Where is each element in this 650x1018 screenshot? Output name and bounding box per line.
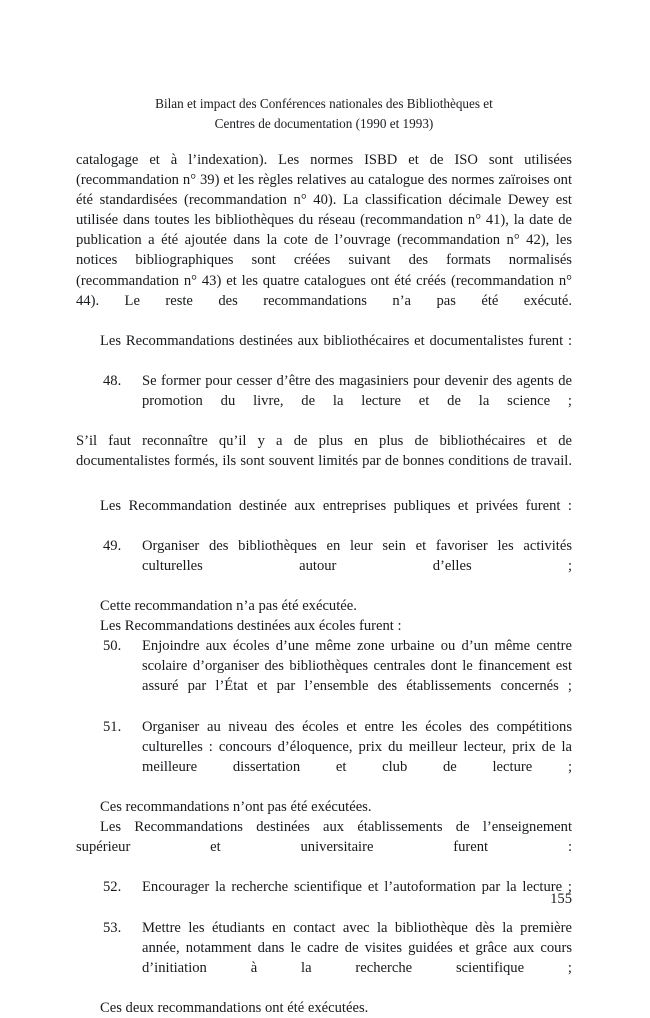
recommendation-number: 48. [103, 373, 122, 390]
lead-in-entreprises: Les Recommandation destinée aux entreprises publiques et privées furent : [100, 497, 572, 514]
page-body [76, 150, 572, 1018]
recommendation-number: 50. [103, 638, 122, 655]
page-number: 155 [550, 891, 572, 907]
running-header [76, 94, 572, 133]
recommendation-number: 49. [103, 537, 122, 554]
recommendation-item [76, 536, 572, 596]
lead-in-bibliothecaires: Les Recommandations destinées aux bibliothécaires et documentalistes furent : [100, 332, 572, 349]
paragraph-sil-faut: S’il faut reconnaître qu’il y a de plus en plus de bibliothécaires et de documentalistes formés, ils sont souvent limités par de bonnes conditions de travail. [76, 433, 572, 470]
paragraph-catalogage: catalogage et à l’indexation). Les normes ISBD et de ISO sont utilisées (recommandation n° 39) et les règles relatives au catalogue des normes zaïroises ont été standardisées (recommandation n° 40). La classification décimale Dewey est utilisée dans toutes les bibliothèques du réseau (recommandation n° 41), la date de publication a été ajoutée dans la cote de l’ouvrage (recommandation n° 42), les notices bibliographiques sont créées suivant des formats normalisés (recommandation n° 43) et les quatre catalogues ont été créés (recommandation n° 44). Le reste des recommandations n’a pas été exécuté. [76, 152, 572, 309]
recommendation-text: Se former pour cesser d’être des magasiniers pour devenir des agents de promotion du livre, de la lecture et de la science ; [142, 373, 572, 410]
note-recommendations-52-53: Ces deux recommandations ont été exécutées. [100, 999, 369, 1016]
lead-in-ecoles: Les Recommandations destinées aux écoles furent : [100, 618, 402, 635]
recommendation-text: Organiser des bibliothèques en leur sein et favoriser les activités culturelles autour d’elles ; [142, 537, 572, 574]
lead-in-superieur: Les Recommandations destinées aux établissements de l’enseignement supérieur et universitaire furent : [76, 819, 572, 856]
recommendation-number: 53. [103, 919, 122, 936]
recommendation-text: Organiser au niveau des écoles et entre les écoles des compétitions culturelles : concours d’éloquence, prix du meilleur lecteur, prix de la meilleure dissertation et club de lecture ; [142, 718, 572, 775]
recommendation-number: 52. [103, 879, 122, 896]
note-recommendations-50-51: Ces recommandations n’ont pas été exécutées. [100, 799, 372, 815]
recommendation-item [76, 918, 572, 998]
running-header-line-1: Bilan et impact des Conférences nationales des Bibliothèques et [155, 96, 493, 111]
recommendation-item [76, 717, 572, 797]
note-recommendation-49: Cette recommandation n’a pas été exécutée. [100, 598, 357, 615]
recommendation-text: Enjoindre aux écoles d’une même zone urbaine ou d’un même centre scolaire d’organiser des bibliothèques centrales dont le financement est assuré par l’État et par l’ensemble des établissements concernés ; [142, 638, 572, 695]
recommendation-item [76, 636, 572, 716]
recommendation-item [76, 371, 572, 431]
recommendation-number: 51. [103, 718, 122, 735]
recommendation-text: Encourager la recherche scientifique et l’autoformation par la lecture ; [142, 879, 572, 896]
recommendation-text: Mettre les étudiants en contact avec la bibliothèque dès la première année, notamment dans le cadre de visites guidées et grâce aux cours d’initiation à la recherche scientifique ; [142, 919, 572, 976]
running-header-line-2: Centres de documentation (1990 et 1993) [214, 115, 434, 131]
